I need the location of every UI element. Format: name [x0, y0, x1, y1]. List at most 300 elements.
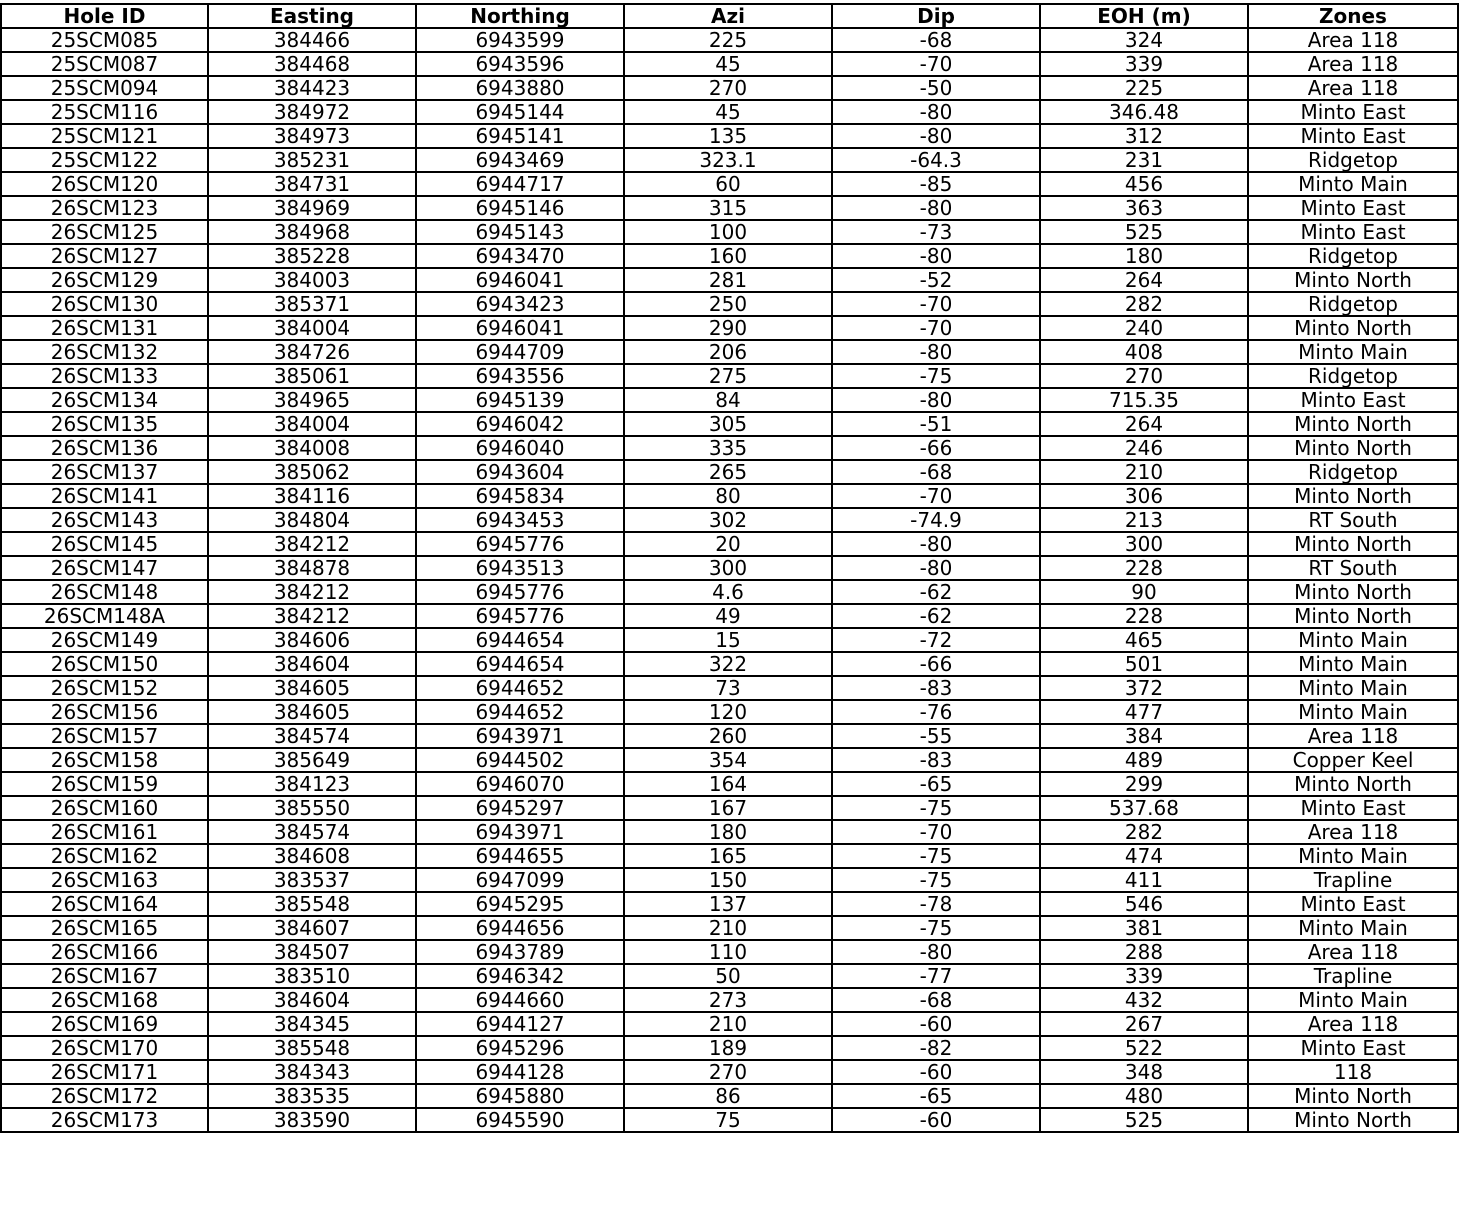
dip-cell: -70	[832, 292, 1040, 316]
eoh-cell: 264	[1040, 268, 1248, 292]
table-row	[1, 1084, 1458, 1108]
table-row	[1, 532, 1458, 556]
azi-cell: 167	[624, 796, 832, 820]
hole-id-cell: 26SCM134	[1, 388, 208, 412]
header-hole-id: Hole ID	[1, 4, 208, 28]
dip-cell: -80	[832, 556, 1040, 580]
table-row	[1, 364, 1458, 388]
easting-cell: 383537	[208, 868, 416, 892]
easting-cell: 384605	[208, 700, 416, 724]
easting-cell: 385649	[208, 748, 416, 772]
eoh-cell: 501	[1040, 652, 1248, 676]
dip-cell: -70	[832, 820, 1040, 844]
azi-cell: 354	[624, 748, 832, 772]
zones-cell: Minto Main	[1248, 628, 1458, 652]
eoh-cell: 270	[1040, 364, 1248, 388]
dip-cell: -68	[832, 988, 1040, 1012]
northing-cell: 6943453	[416, 508, 624, 532]
dip-cell: -80	[832, 100, 1040, 124]
dip-cell: -77	[832, 964, 1040, 988]
easting-cell: 383590	[208, 1108, 416, 1132]
northing-cell: 6944652	[416, 700, 624, 724]
hole-id-cell: 26SCM149	[1, 628, 208, 652]
dip-cell: -64.3	[832, 148, 1040, 172]
azi-cell: 210	[624, 916, 832, 940]
azi-cell: 135	[624, 124, 832, 148]
azi-cell: 270	[624, 76, 832, 100]
easting-cell: 383510	[208, 964, 416, 988]
table-row	[1, 772, 1458, 796]
northing-cell: 6945834	[416, 484, 624, 508]
dip-cell: -80	[832, 244, 1040, 268]
eoh-cell: 408	[1040, 340, 1248, 364]
table-row	[1, 748, 1458, 772]
table-row	[1, 916, 1458, 940]
zones-cell: Minto North	[1248, 772, 1458, 796]
dip-cell: -76	[832, 700, 1040, 724]
zones-cell: Minto North	[1248, 316, 1458, 340]
header-eoh: EOH (m)	[1040, 4, 1248, 28]
dip-cell: -85	[832, 172, 1040, 196]
hole-id-cell: 26SCM123	[1, 196, 208, 220]
eoh-cell: 537.68	[1040, 796, 1248, 820]
eoh-cell: 372	[1040, 676, 1248, 700]
easting-cell: 385228	[208, 244, 416, 268]
zones-cell: 118	[1248, 1060, 1458, 1084]
zones-cell: Minto East	[1248, 892, 1458, 916]
eoh-cell: 90	[1040, 580, 1248, 604]
azi-cell: 281	[624, 268, 832, 292]
hole-id-cell: 26SCM163	[1, 868, 208, 892]
hole-id-cell: 26SCM165	[1, 916, 208, 940]
dip-cell: -66	[832, 652, 1040, 676]
easting-cell: 384343	[208, 1060, 416, 1084]
zones-cell: Minto Main	[1248, 340, 1458, 364]
northing-cell: 6943599	[416, 28, 624, 52]
easting-cell: 384878	[208, 556, 416, 580]
easting-cell: 383535	[208, 1084, 416, 1108]
eoh-cell: 339	[1040, 964, 1248, 988]
table-row	[1, 604, 1458, 628]
azi-cell: 120	[624, 700, 832, 724]
table-row	[1, 820, 1458, 844]
azi-cell: 45	[624, 100, 832, 124]
eoh-cell: 432	[1040, 988, 1248, 1012]
zones-cell: Minto Main	[1248, 988, 1458, 1012]
table-row	[1, 244, 1458, 268]
northing-cell: 6943604	[416, 460, 624, 484]
northing-cell: 6943513	[416, 556, 624, 580]
easting-cell: 384423	[208, 76, 416, 100]
hole-id-cell: 26SCM156	[1, 700, 208, 724]
table-row	[1, 868, 1458, 892]
zones-cell: Minto North	[1248, 412, 1458, 436]
hole-id-cell: 26SCM168	[1, 988, 208, 1012]
azi-cell: 250	[624, 292, 832, 316]
table-row	[1, 892, 1458, 916]
northing-cell: 6945590	[416, 1108, 624, 1132]
easting-cell: 384607	[208, 916, 416, 940]
table-body	[1, 28, 1458, 1132]
header-row	[1, 4, 1458, 28]
table-row	[1, 988, 1458, 1012]
easting-cell: 385231	[208, 148, 416, 172]
eoh-cell: 346.48	[1040, 100, 1248, 124]
azi-cell: 20	[624, 532, 832, 556]
azi-cell: 150	[624, 868, 832, 892]
dip-cell: -75	[832, 796, 1040, 820]
hole-id-cell: 26SCM145	[1, 532, 208, 556]
zones-cell: Minto North	[1248, 1084, 1458, 1108]
northing-cell: 6944660	[416, 988, 624, 1012]
zones-cell: Minto Main	[1248, 676, 1458, 700]
eoh-cell: 411	[1040, 868, 1248, 892]
northing-cell: 6944652	[416, 676, 624, 700]
azi-cell: 160	[624, 244, 832, 268]
table-row	[1, 580, 1458, 604]
dip-cell: -70	[832, 316, 1040, 340]
table-header	[1, 4, 1458, 28]
eoh-cell: 246	[1040, 436, 1248, 460]
hole-id-cell: 26SCM131	[1, 316, 208, 340]
dip-cell: -74.9	[832, 508, 1040, 532]
easting-cell: 384574	[208, 724, 416, 748]
eoh-cell: 306	[1040, 484, 1248, 508]
hole-id-cell: 26SCM150	[1, 652, 208, 676]
northing-cell: 6944502	[416, 748, 624, 772]
table-row	[1, 1108, 1458, 1132]
northing-cell: 6944655	[416, 844, 624, 868]
northing-cell: 6943971	[416, 820, 624, 844]
hole-id-cell: 26SCM148A	[1, 604, 208, 628]
eoh-cell: 180	[1040, 244, 1248, 268]
hole-id-cell: 25SCM116	[1, 100, 208, 124]
easting-cell: 384605	[208, 676, 416, 700]
zones-cell: Copper Keel	[1248, 748, 1458, 772]
dip-cell: -50	[832, 76, 1040, 100]
azi-cell: 260	[624, 724, 832, 748]
hole-id-cell: 26SCM169	[1, 1012, 208, 1036]
easting-cell: 384972	[208, 100, 416, 124]
zones-cell: Area 118	[1248, 1012, 1458, 1036]
table-row	[1, 124, 1458, 148]
table-row	[1, 940, 1458, 964]
table-row	[1, 196, 1458, 220]
azi-cell: 165	[624, 844, 832, 868]
eoh-cell: 384	[1040, 724, 1248, 748]
dip-cell: -80	[832, 940, 1040, 964]
easting-cell: 384973	[208, 124, 416, 148]
northing-cell: 6943880	[416, 76, 624, 100]
table-row	[1, 292, 1458, 316]
northing-cell: 6945880	[416, 1084, 624, 1108]
table-row	[1, 76, 1458, 100]
northing-cell: 6945296	[416, 1036, 624, 1060]
zones-cell: Minto North	[1248, 1108, 1458, 1132]
hole-id-cell: 26SCM147	[1, 556, 208, 580]
table-row	[1, 964, 1458, 988]
easting-cell: 384968	[208, 220, 416, 244]
northing-cell: 6943596	[416, 52, 624, 76]
hole-id-cell: 26SCM158	[1, 748, 208, 772]
table-row	[1, 1060, 1458, 1084]
dip-cell: -70	[832, 52, 1040, 76]
dip-cell: -75	[832, 916, 1040, 940]
dip-cell: -68	[832, 460, 1040, 484]
eoh-cell: 381	[1040, 916, 1248, 940]
hole-id-cell: 26SCM148	[1, 580, 208, 604]
northing-cell: 6945143	[416, 220, 624, 244]
northing-cell: 6943423	[416, 292, 624, 316]
easting-cell: 385371	[208, 292, 416, 316]
zones-cell: Ridgetop	[1248, 148, 1458, 172]
dip-cell: -78	[832, 892, 1040, 916]
northing-cell: 6945141	[416, 124, 624, 148]
northing-cell: 6945776	[416, 532, 624, 556]
azi-cell: 73	[624, 676, 832, 700]
zones-cell: Ridgetop	[1248, 244, 1458, 268]
azi-cell: 49	[624, 604, 832, 628]
azi-cell: 164	[624, 772, 832, 796]
eoh-cell: 474	[1040, 844, 1248, 868]
hole-id-cell: 26SCM167	[1, 964, 208, 988]
zones-cell: Minto Main	[1248, 916, 1458, 940]
northing-cell: 6947099	[416, 868, 624, 892]
table-row	[1, 652, 1458, 676]
table-row	[1, 796, 1458, 820]
azi-cell: 60	[624, 172, 832, 196]
azi-cell: 210	[624, 1012, 832, 1036]
northing-cell: 6945144	[416, 100, 624, 124]
azi-cell: 86	[624, 1084, 832, 1108]
northing-cell: 6945139	[416, 388, 624, 412]
eoh-cell: 339	[1040, 52, 1248, 76]
header-dip: Dip	[832, 4, 1040, 28]
dip-cell: -60	[832, 1012, 1040, 1036]
dip-cell: -73	[832, 220, 1040, 244]
hole-id-cell: 26SCM170	[1, 1036, 208, 1060]
drill-hole-table	[0, 3, 1459, 1133]
azi-cell: 45	[624, 52, 832, 76]
azi-cell: 322	[624, 652, 832, 676]
table-row	[1, 724, 1458, 748]
zones-cell: Minto Main	[1248, 700, 1458, 724]
hole-id-cell: 26SCM127	[1, 244, 208, 268]
eoh-cell: 324	[1040, 28, 1248, 52]
eoh-cell: 213	[1040, 508, 1248, 532]
eoh-cell: 546	[1040, 892, 1248, 916]
hole-id-cell: 26SCM129	[1, 268, 208, 292]
zones-cell: Minto East	[1248, 124, 1458, 148]
hole-id-cell: 26SCM141	[1, 484, 208, 508]
hole-id-cell: 25SCM121	[1, 124, 208, 148]
northing-cell: 6946342	[416, 964, 624, 988]
eoh-cell: 225	[1040, 76, 1248, 100]
hole-id-cell: 26SCM173	[1, 1108, 208, 1132]
table-row	[1, 484, 1458, 508]
azi-cell: 80	[624, 484, 832, 508]
dip-cell: -68	[832, 28, 1040, 52]
easting-cell: 384804	[208, 508, 416, 532]
zones-cell: Area 118	[1248, 28, 1458, 52]
easting-cell: 385550	[208, 796, 416, 820]
easting-cell: 384731	[208, 172, 416, 196]
dip-cell: -80	[832, 532, 1040, 556]
hole-id-cell: 26SCM159	[1, 772, 208, 796]
dip-cell: -66	[832, 436, 1040, 460]
eoh-cell: 288	[1040, 940, 1248, 964]
azi-cell: 15	[624, 628, 832, 652]
dip-cell: -80	[832, 124, 1040, 148]
northing-cell: 6943789	[416, 940, 624, 964]
azi-cell: 300	[624, 556, 832, 580]
azi-cell: 315	[624, 196, 832, 220]
azi-cell: 265	[624, 460, 832, 484]
azi-cell: 273	[624, 988, 832, 1012]
dip-cell: -65	[832, 772, 1040, 796]
eoh-cell: 489	[1040, 748, 1248, 772]
easting-cell: 384606	[208, 628, 416, 652]
dip-cell: -62	[832, 604, 1040, 628]
azi-cell: 305	[624, 412, 832, 436]
table-row	[1, 844, 1458, 868]
northing-cell: 6944654	[416, 652, 624, 676]
hole-id-cell: 26SCM164	[1, 892, 208, 916]
hole-id-cell: 26SCM133	[1, 364, 208, 388]
easting-cell: 384608	[208, 844, 416, 868]
eoh-cell: 228	[1040, 556, 1248, 580]
zones-cell: Minto Main	[1248, 844, 1458, 868]
easting-cell: 384116	[208, 484, 416, 508]
table-row	[1, 556, 1458, 580]
easting-cell: 385548	[208, 892, 416, 916]
dip-cell: -80	[832, 388, 1040, 412]
zones-cell: Minto East	[1248, 796, 1458, 820]
hole-id-cell: 25SCM122	[1, 148, 208, 172]
easting-cell: 385062	[208, 460, 416, 484]
hole-id-cell: 26SCM130	[1, 292, 208, 316]
northing-cell: 6946041	[416, 316, 624, 340]
easting-cell: 384969	[208, 196, 416, 220]
table-row	[1, 268, 1458, 292]
northing-cell: 6946070	[416, 772, 624, 796]
zones-cell: Area 118	[1248, 76, 1458, 100]
hole-id-cell: 26SCM143	[1, 508, 208, 532]
eoh-cell: 348	[1040, 1060, 1248, 1084]
table-row	[1, 436, 1458, 460]
zones-cell: Minto North	[1248, 580, 1458, 604]
northing-cell: 6943556	[416, 364, 624, 388]
northing-cell: 6945776	[416, 580, 624, 604]
table-row	[1, 460, 1458, 484]
eoh-cell: 300	[1040, 532, 1248, 556]
northing-cell: 6944127	[416, 1012, 624, 1036]
hole-id-cell: 25SCM094	[1, 76, 208, 100]
azi-cell: 323.1	[624, 148, 832, 172]
header-zones: Zones	[1248, 4, 1458, 28]
zones-cell: RT South	[1248, 508, 1458, 532]
eoh-cell: 363	[1040, 196, 1248, 220]
zones-cell: Minto Main	[1248, 652, 1458, 676]
azi-cell: 270	[624, 1060, 832, 1084]
table-row	[1, 700, 1458, 724]
northing-cell: 6944128	[416, 1060, 624, 1084]
table-row	[1, 388, 1458, 412]
zones-cell: Area 118	[1248, 724, 1458, 748]
zones-cell: Minto North	[1248, 268, 1458, 292]
azi-cell: 225	[624, 28, 832, 52]
hole-id-cell: 26SCM152	[1, 676, 208, 700]
hole-id-cell: 25SCM085	[1, 28, 208, 52]
easting-cell: 384008	[208, 436, 416, 460]
table-row	[1, 52, 1458, 76]
table-row	[1, 1012, 1458, 1036]
header-azi: Azi	[624, 4, 832, 28]
northing-cell: 6943971	[416, 724, 624, 748]
hole-id-cell: 26SCM172	[1, 1084, 208, 1108]
table-row	[1, 340, 1458, 364]
hole-id-cell: 26SCM161	[1, 820, 208, 844]
northing-cell: 6945146	[416, 196, 624, 220]
azi-cell: 180	[624, 820, 832, 844]
eoh-cell: 456	[1040, 172, 1248, 196]
eoh-cell: 282	[1040, 292, 1248, 316]
easting-cell: 384212	[208, 604, 416, 628]
easting-cell: 384604	[208, 988, 416, 1012]
zones-cell: Area 118	[1248, 52, 1458, 76]
azi-cell: 137	[624, 892, 832, 916]
eoh-cell: 522	[1040, 1036, 1248, 1060]
easting-cell: 384507	[208, 940, 416, 964]
dip-cell: -70	[832, 484, 1040, 508]
table-row	[1, 508, 1458, 532]
northing-cell: 6944654	[416, 628, 624, 652]
zones-cell: Minto North	[1248, 484, 1458, 508]
easting-cell: 384003	[208, 268, 416, 292]
azi-cell: 290	[624, 316, 832, 340]
dip-cell: -80	[832, 340, 1040, 364]
eoh-cell: 299	[1040, 772, 1248, 796]
azi-cell: 100	[624, 220, 832, 244]
eoh-cell: 267	[1040, 1012, 1248, 1036]
hole-id-cell: 26SCM120	[1, 172, 208, 196]
easting-cell: 385548	[208, 1036, 416, 1060]
dip-cell: -52	[832, 268, 1040, 292]
eoh-cell: 210	[1040, 460, 1248, 484]
northing-cell: 6946042	[416, 412, 624, 436]
easting-cell: 384123	[208, 772, 416, 796]
zones-cell: Minto North	[1248, 604, 1458, 628]
eoh-cell: 715.35	[1040, 388, 1248, 412]
zones-cell: Ridgetop	[1248, 364, 1458, 388]
hole-id-cell: 25SCM087	[1, 52, 208, 76]
zones-cell: RT South	[1248, 556, 1458, 580]
hole-id-cell: 26SCM166	[1, 940, 208, 964]
eoh-cell: 465	[1040, 628, 1248, 652]
easting-cell: 384345	[208, 1012, 416, 1036]
dip-cell: -60	[832, 1060, 1040, 1084]
easting-cell: 385061	[208, 364, 416, 388]
zones-cell: Minto East	[1248, 100, 1458, 124]
table-row	[1, 676, 1458, 700]
zones-cell: Minto East	[1248, 1036, 1458, 1060]
table-row	[1, 100, 1458, 124]
table-row	[1, 220, 1458, 244]
eoh-cell: 264	[1040, 412, 1248, 436]
header-easting: Easting	[208, 4, 416, 28]
northing-cell: 6946040	[416, 436, 624, 460]
azi-cell: 110	[624, 940, 832, 964]
